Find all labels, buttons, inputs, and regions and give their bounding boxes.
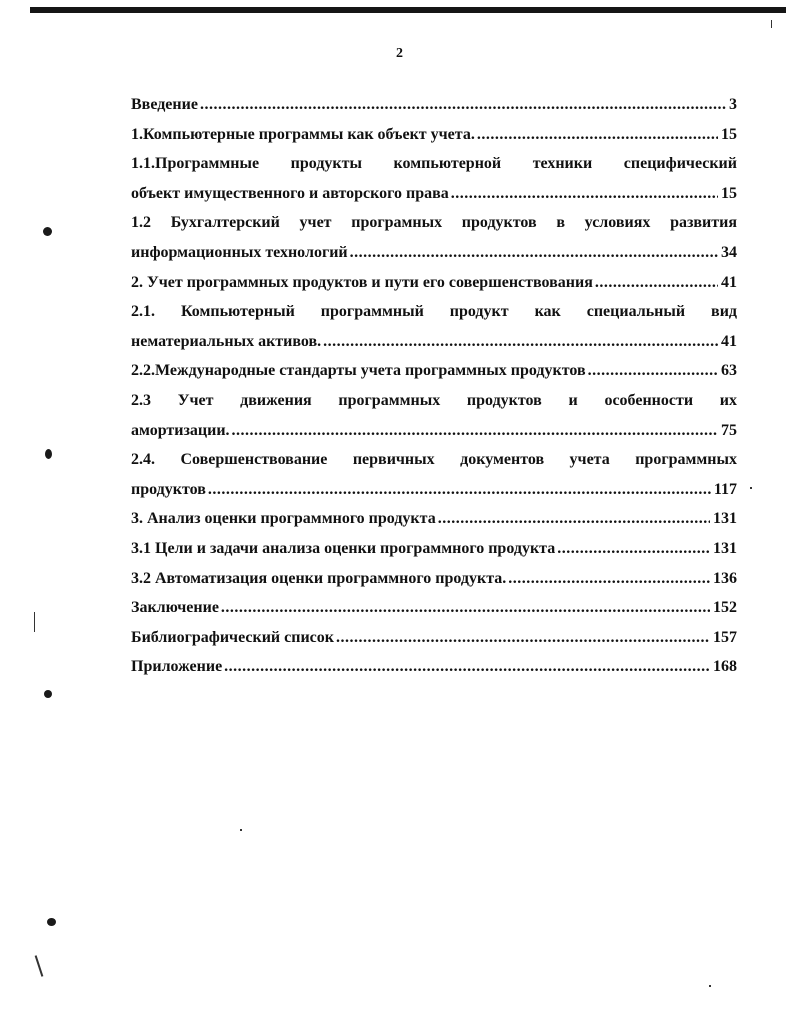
- dot-leader: [350, 238, 718, 268]
- dot-leader: [557, 534, 710, 564]
- toc-line: [131, 90, 737, 120]
- toc-line: [131, 564, 737, 594]
- scan-spot: [43, 227, 52, 236]
- toc-line: [131, 297, 737, 327]
- toc-entry-page: 157: [713, 628, 737, 646]
- toc-entry-page: 41: [721, 273, 737, 291]
- toc-entry-title: 3.1 Цели и задачи анализа оценки программного продукта: [131, 539, 556, 557]
- toc-entry-title: нематериальных активов.: [131, 332, 322, 350]
- scan-mark: [771, 20, 772, 28]
- dot-leader: [451, 179, 718, 209]
- dot-leader: [477, 120, 718, 150]
- toc-line: [131, 238, 737, 268]
- toc-entry-title: информационных технологий: [131, 243, 348, 261]
- toc-line: [131, 593, 737, 623]
- scan-mark: [35, 955, 44, 977]
- toc-entry-page: 117: [713, 480, 737, 498]
- toc-line: [131, 149, 737, 179]
- scan-mark: [750, 487, 752, 489]
- toc-entry-page: 131: [713, 510, 737, 528]
- toc-line: [131, 120, 737, 150]
- toc-entry-title: амортизации.: [131, 421, 230, 439]
- toc-entry-page: 136: [713, 569, 737, 587]
- page-number: 2: [396, 46, 403, 61]
- toc-entry-title: Введение: [131, 96, 198, 113]
- toc-line: [131, 327, 737, 357]
- toc-entry-page: 3: [729, 96, 737, 113]
- toc-entry-title: 1.Компьютерные программы как объект учета.: [131, 125, 475, 143]
- dot-leader: [438, 504, 710, 534]
- toc-line: [131, 208, 737, 238]
- toc-entry-page: 41: [721, 332, 737, 350]
- toc-line: [131, 504, 737, 534]
- toc-entry-page: 75: [721, 421, 737, 439]
- dot-leader: [595, 268, 718, 298]
- dot-leader: [588, 356, 718, 386]
- table-of-contents: [131, 90, 737, 682]
- toc-entry-title: Заключение: [131, 599, 219, 617]
- toc-line: [131, 475, 737, 505]
- scan-mark: [240, 829, 242, 831]
- scan-mark: [709, 985, 711, 987]
- toc-entry-page: 63: [721, 362, 737, 380]
- dot-leader: [200, 90, 726, 120]
- toc-entry-page: 168: [713, 658, 737, 676]
- dot-leader: [224, 652, 710, 682]
- toc-line: [131, 652, 737, 682]
- dot-leader: [508, 564, 710, 594]
- toc-line: [131, 268, 737, 298]
- toc-line: [131, 386, 737, 416]
- toc-entry-title: 3. Анализ оценки программного продукта: [131, 510, 436, 528]
- dot-leader: [336, 623, 710, 653]
- toc-entry-page: 152: [713, 599, 737, 617]
- toc-entry-title: продуктов: [131, 480, 206, 498]
- toc-entry-title: 2.2.Международные стандарты учета программных продуктов: [131, 362, 586, 380]
- dot-leader: [208, 475, 711, 505]
- scan-spot: [47, 918, 56, 926]
- toc-line: [131, 445, 737, 475]
- dot-leader: [221, 593, 710, 623]
- toc-entry-title: Библиографический список: [131, 628, 334, 646]
- toc-entry-title: 1.1.Программные продукты компьютерной техники специфический: [131, 155, 737, 173]
- toc-entry-page: 15: [721, 184, 737, 202]
- toc-line: [131, 356, 737, 386]
- toc-entry-page: 15: [721, 125, 737, 143]
- scan-spot: [45, 449, 52, 459]
- dot-leader: [232, 416, 718, 446]
- toc-entry-title: 2.4. Совершенствование первичных документов учета программных: [131, 451, 737, 469]
- toc-entry-title: 2. Учет программных продуктов и пути его совершенствования: [131, 273, 593, 291]
- toc-entry-title: Приложение: [131, 658, 223, 676]
- toc-entry-title: 1.2 Бухгалтерский учет програмных продуктов в условиях развития: [131, 214, 737, 232]
- toc-entry-page: 34: [721, 243, 737, 261]
- toc-line: [131, 416, 737, 446]
- scan-spot: [44, 690, 52, 698]
- toc-line: [131, 623, 737, 653]
- toc-line: [131, 179, 737, 209]
- toc-line: [131, 534, 737, 564]
- top-border-rule: [30, 7, 786, 13]
- scan-mark: [34, 612, 35, 632]
- toc-entry-page: 131: [713, 539, 737, 557]
- dot-leader: [323, 327, 718, 357]
- toc-entry-title: объект имущественного и авторского права: [131, 184, 449, 202]
- toc-entry-title: 3.2 Автоматизация оценки программного продукта.: [131, 569, 507, 587]
- toc-entry-title: 2.1. Компьютерный программный продукт как специальный вид: [131, 303, 737, 321]
- toc-entry-title: 2.3 Учет движения программных продуктов и особенности их: [131, 391, 737, 409]
